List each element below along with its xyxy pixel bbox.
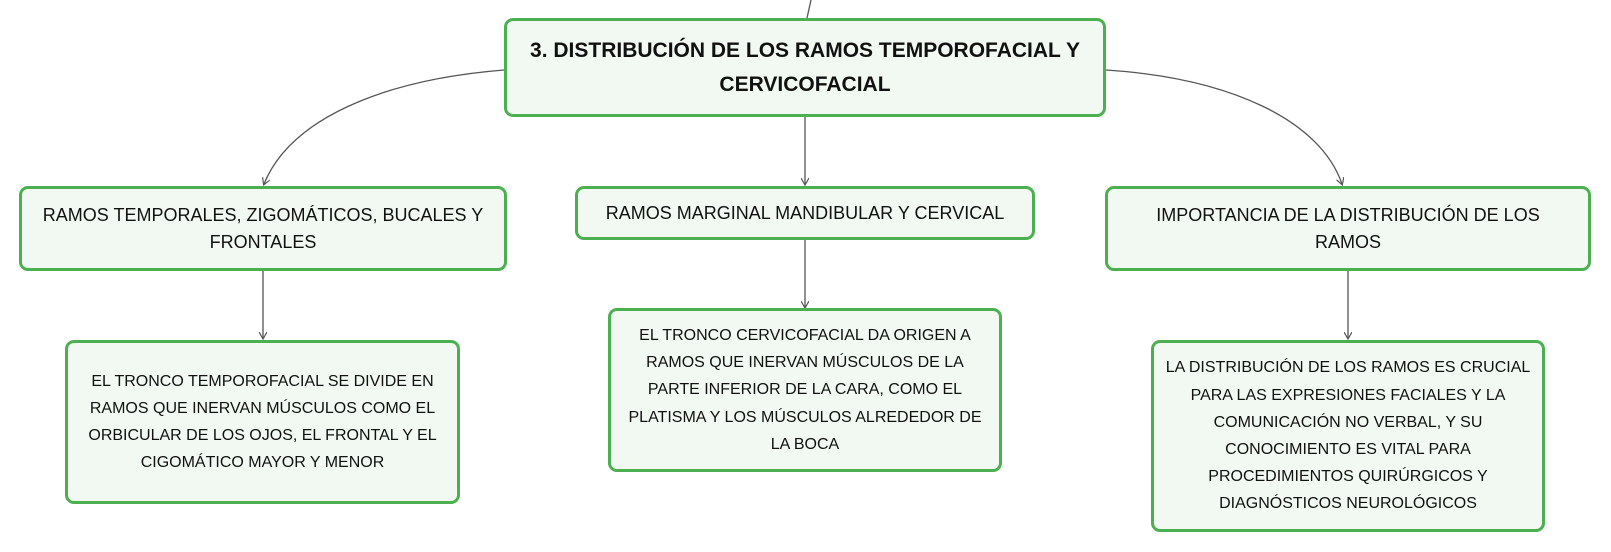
branch-label-marginal: RAMOS MARGINAL MANDIBULAR Y CERVICAL xyxy=(605,202,1005,223)
detail-node-importancia[interactable] xyxy=(1151,340,1545,532)
detail-text-marginal: EL TRONCO CERVICOFACIAL DA ORIGEN A RAMOS QUE INERVAN MÚSCULOS DE LA PARTE INFERIOR DE LA CARA, COMO EL PLATISMA Y LOS MÚSCULOS ALREDEDOR DE LA BOCA xyxy=(628,327,982,453)
connector-parent-to-root xyxy=(807,0,811,18)
branch-node-marginal[interactable] xyxy=(575,186,1035,240)
root-topic-label: 3. DISTRIBUCIÓN DE LOS RAMOS TEMPOROFACIAL Y CERVICOFACIAL xyxy=(530,38,1080,96)
branch-node-temporales[interactable] xyxy=(19,186,507,271)
detail-node-marginal[interactable] xyxy=(608,308,1002,472)
detail-text-importancia: LA DISTRIBUCIÓN DE LOS RAMOS ES CRUCIAL PARA LAS EXPRESIONES FACIALES Y LA COMUNICACIÓN NO VERBAL, Y SU CONOCIMIENTO ES VITAL PARA PROCEDIMIENTOS QUIRÚRGICOS Y DIAGNÓSTICOS NEUROLÓGICOS xyxy=(1165,359,1531,513)
branch-node-importancia[interactable] xyxy=(1105,186,1591,271)
branch-label-importancia: IMPORTANCIA DE LA DISTRIBUCIÓN DE LOS RAMOS xyxy=(1156,205,1540,252)
root-topic-node[interactable] xyxy=(504,18,1106,117)
connector-root-to-branch-3 xyxy=(1106,70,1342,184)
connector-root-to-branch-1 xyxy=(264,70,504,184)
detail-node-temporales[interactable] xyxy=(65,340,460,504)
detail-text-temporales: EL TRONCO TEMPOROFACIAL SE DIVIDE EN RAMOS QUE INERVAN MÚSCULOS COMO EL ORBICULAR DE LOS OJOS, EL FRONTAL Y EL CIGOMÁTICO MAYOR Y MENOR xyxy=(88,372,437,472)
branch-label-temporales: RAMOS TEMPORALES, ZIGOMÁTICOS, BUCALES Y FRONTALES xyxy=(42,205,484,252)
